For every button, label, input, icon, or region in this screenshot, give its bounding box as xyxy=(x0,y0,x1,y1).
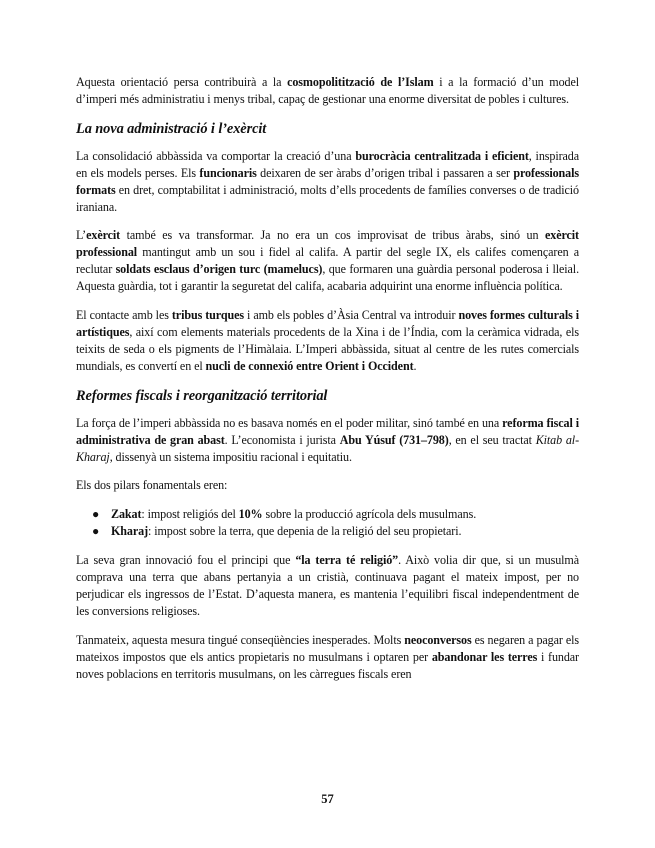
bold-term: burocràcia centralitzada i eficient xyxy=(355,148,529,163)
bold-term: Zakat xyxy=(111,507,142,522)
bold-term: neoconversos xyxy=(404,632,472,647)
page-number: 57 xyxy=(321,792,334,806)
bold-term: funcionaris xyxy=(199,165,257,180)
bold-term: professionals formats xyxy=(76,165,579,197)
intro-paragraph: Aquesta orientació persa contribuirà a la cosmopolitització de l’Islam i a la formació d’un model d’imperi més administratiu i menys tribal, capaç de gestionar una enorme diversitat de pobles i cultures. xyxy=(76,75,579,106)
bold-term: abandonar les terres xyxy=(431,649,538,664)
bold-term: cosmopolitització de l’Islam xyxy=(287,75,434,89)
paragraph-army: L’exèrcit també es va transformar. Ja no era un cos improvisat de tribus àrabs, sinó un exèrcit professional mantingut amb un sou i fidel al califa. A partir del segle IX, els califes començaren a reclutar soldats esclaus d’origen turc (mamelucs), que formaren una guàrdia personal poderosa i lleial. Aquesta guàrdia, tot i garantir la seguretat del califa, acabaria adquirint una enorme influència política. xyxy=(76,228,579,294)
book-title: Kitab al-Kharaj xyxy=(76,432,579,464)
bold-term: Kharaj xyxy=(111,524,149,539)
section-heading-fiscal-reforms: Reformes fiscals i reorganització territorial xyxy=(76,387,328,404)
paragraph-fiscal-reform: La força de l’imperi abbàssida no es basava només en el poder militar, sinó també en una reforma fiscal i administrativa de gran abast. L’economista i jurista Abu Yúsuf (731–798), en el seu tractat Kitab al-Kharaj, dissenyà un sistema impositiu racional i equitatiu. xyxy=(76,415,579,464)
page-body xyxy=(76,74,579,694)
section-heading-administration: La nova administració i l’exèrcit xyxy=(76,120,267,137)
paragraph-land-religion: La seva gran innovació fou el principi que “la terra té religió”. Això volia dir que, si un musulmà comprava una terra que abans pertanyia a un cristià, continuava pagant el mateix impost, per no perjudicar els ingressos de l’Estat. D’aquesta manera, es mantenia l’equilibri fiscal independentment de les conversions religioses. xyxy=(76,553,579,618)
bold-term: noves formes culturals i artístiques xyxy=(76,308,580,339)
paragraph-turkic-contact: El contacte amb les tribus turques i amb els pobles d’Àsia Central va introduir noves formes culturals i artístiques, així com elements materials procedents de la Xina i de l’Índia, com la ceràmica vidrada, els teixits de seda o els pigments de l’Himàlaia. L’Imperi abbàssida, situat al centre de les rutes comercials mundials, es convertí en el nucli de connexió entre Orient i Occident. xyxy=(76,308,580,373)
tax-list xyxy=(76,506,579,540)
paragraph-bureaucracy: La consolidació abbàssida va comportar la creació d’una burocràcia centralitzada i eficient, inspirada en els models perses. Els funcionaris deixaren de ser àrabs d’origen tribal i passaren a ser professionals formats en dret, comptabilitat i administració, molts d’ells procedents de famílies converses o de tradició iraniana. xyxy=(76,148,579,214)
bold-term: exèrcit professional xyxy=(76,228,579,260)
bold-term: Abu Yúsuf (731–798) xyxy=(339,432,449,447)
bullet-icon: ● xyxy=(92,524,100,539)
bold-term: reforma fiscal i administrativa de gran abast xyxy=(76,415,579,447)
list-item-zakat: ● Zakat: impost religiós del 10% sobre la producció agrícola dels musulmans. xyxy=(92,507,477,522)
bold-term: 10% xyxy=(238,507,263,522)
paragraph-consequences: Tanmateix, aquesta mesura tingué conseqüències inesperades. Molts neoconversos es negaren a pagar els mateixos impostos que els antics propietaris no musulmans i optaren per abandonar les terres i fundar noves poblacions en territoris musulmans, on les càrregues fiscals eren xyxy=(76,632,579,681)
bold-term: “la terra té religió” xyxy=(295,553,399,568)
bold-term: nucli de connexió entre Orient i Occident xyxy=(205,358,414,373)
bullet-icon: ● xyxy=(92,507,100,522)
bold-term: exèrcit xyxy=(86,228,121,243)
paragraph-two-pillars: Els dos pilars fonamentals eren: xyxy=(76,478,228,493)
list-item-kharaj: ● Kharaj: impost sobre la terra, que depenia de la religió del seu propietari. xyxy=(92,524,462,539)
bold-term: tribus turques xyxy=(171,308,244,323)
bold-term: soldats esclaus d’origen turc (mamelucs) xyxy=(115,262,323,277)
